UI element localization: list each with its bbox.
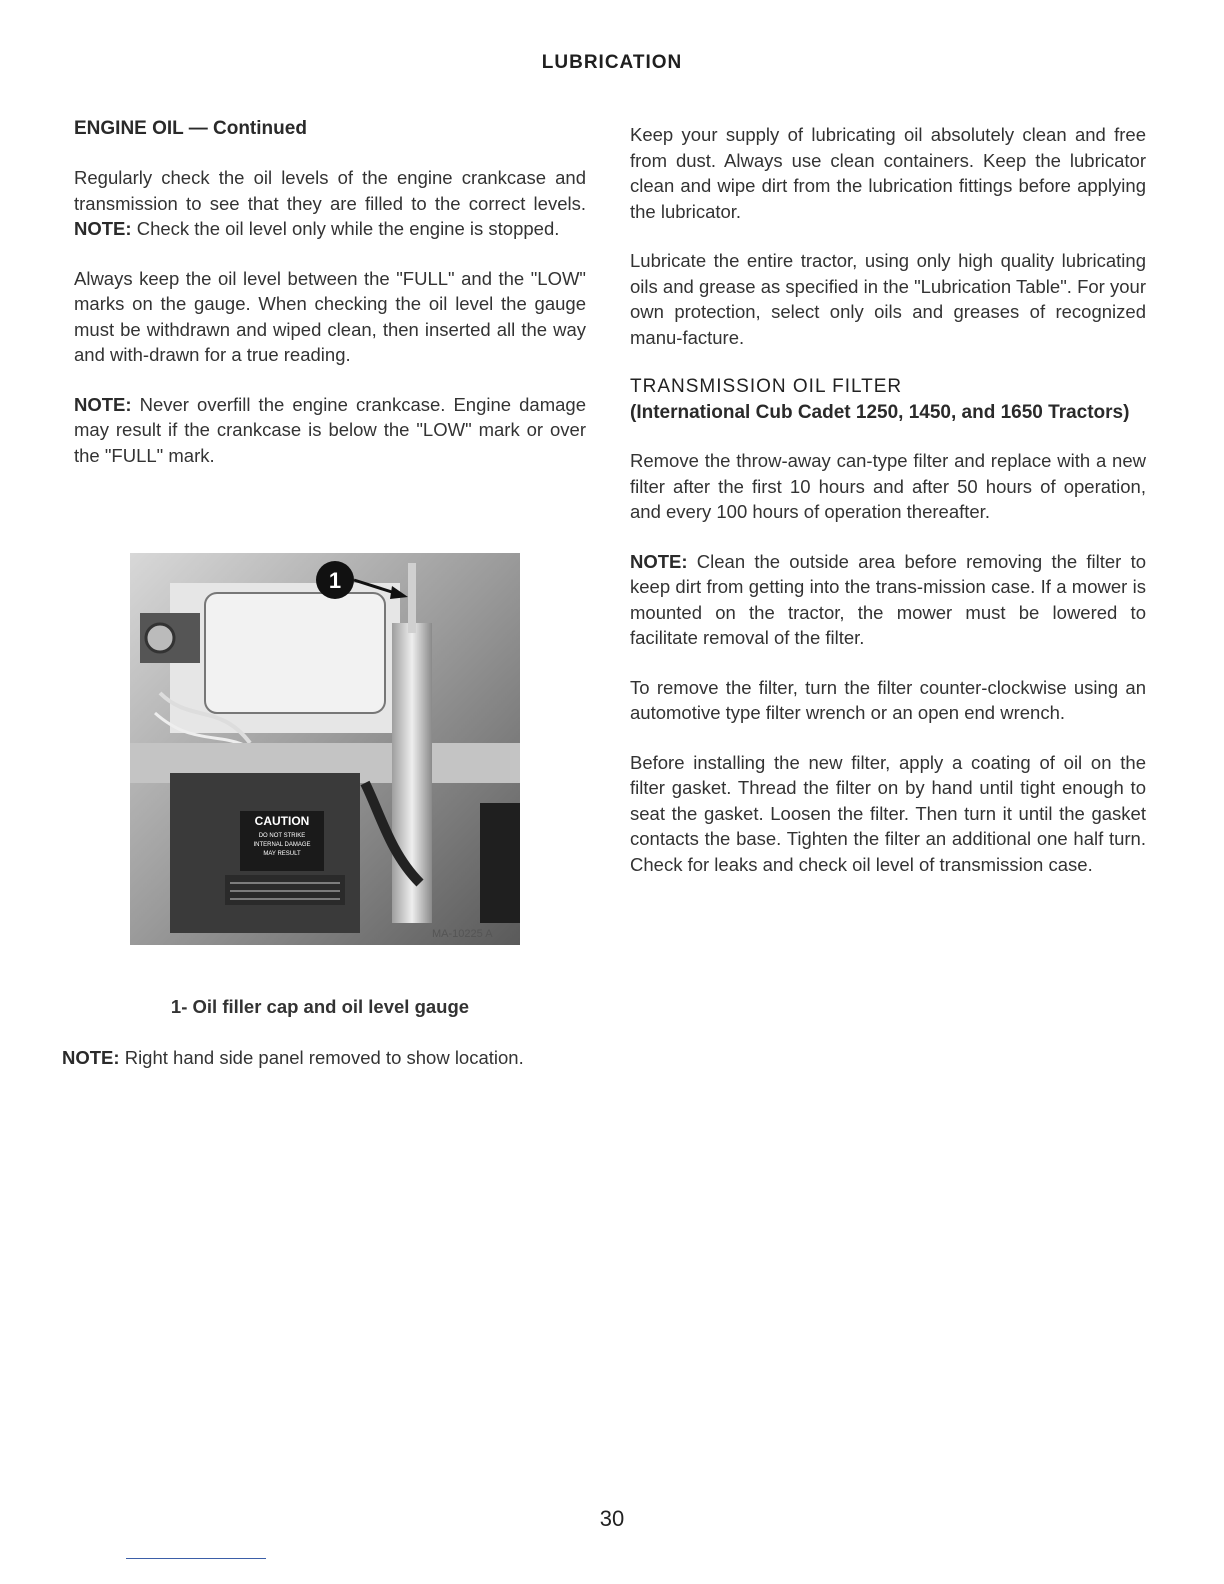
paragraph-text: Clean the outside area before removing the filter to keep dirt from getting into the trans-mission case. If a mower is mounted on the tractor, the mower must be lowered to facilitate removal of the filter. bbox=[630, 550, 1146, 648]
paragraph-clean-note bbox=[630, 549, 1146, 651]
paragraph-overfill-note bbox=[74, 392, 586, 469]
paragraph-replace-filter: Remove the throw-away can-type filter and replace with a new filter after the first 10 hours and after 50 hours of operation, and every 100 hours of operation thereafter. bbox=[630, 450, 1146, 522]
figure-note bbox=[62, 1045, 578, 1070]
paragraph-install-filter: Before installing the new filter, apply a coating of oil on the filter gasket. Thread the filter on by hand until tight enough to seat the gasket. Loosen the filter. Then turn it until the gasket contacts the base. Tighten the filter an additional one half turn. Check for leaks and check oil level of transmission case. bbox=[630, 751, 1146, 875]
page-header: LUBRICATION bbox=[541, 52, 683, 73]
engine-photo-illustration bbox=[130, 553, 520, 945]
paragraph-text: Never overfill the engine crankcase. Engine damage may result if the crankcase is below the "LOW" mark or over the "FULL" mark. bbox=[74, 393, 586, 466]
note-label: NOTE: bbox=[630, 550, 688, 572]
svg-text:1: 1 bbox=[328, 568, 342, 593]
section-heading-transmission-filter bbox=[630, 374, 1146, 426]
engine-photo bbox=[130, 553, 520, 945]
page-number: 30 bbox=[599, 1506, 625, 1531]
svg-text:DO NOT STRIKE: DO NOT STRIKE bbox=[258, 833, 306, 839]
note-label: NOTE: bbox=[74, 393, 132, 415]
right-column bbox=[630, 122, 1146, 901]
paragraph-check-levels bbox=[74, 165, 586, 242]
paragraph-remove-filter: To remove the filter, turn the filter counter-clockwise using an automotive type filter wrench or an open end wrench. bbox=[630, 676, 1146, 723]
left-column bbox=[74, 116, 586, 492]
section-heading-engine-oil: ENGINE OIL — Continued bbox=[74, 118, 307, 139]
heading-text: TRANSMISSION OIL FILTER bbox=[630, 376, 903, 397]
paragraph-clean-supply: Keep your supply of lubricating oil absolutely clean and free from dust. Always use clean containers. Keep the lubricator clean and wipe dirt from the lubrication fittings before applying the lubricator. bbox=[630, 124, 1146, 222]
note-label: NOTE: bbox=[62, 1047, 120, 1068]
svg-text:INTERNAL DAMAGE: INTERNAL DAMAGE bbox=[253, 842, 311, 848]
paragraph-text: Check the oil level only while the engine is stopped. bbox=[131, 218, 560, 239]
figure-caption: 1- Oil filler cap and oil level gauge bbox=[170, 996, 470, 1017]
figure-reference: MA-10225 A bbox=[432, 928, 493, 940]
paragraph-text: Right hand side panel removed to show location. bbox=[119, 1047, 524, 1068]
paragraph-lubricate-tractor: Lubricate the entire tractor, using only high quality lubricating oils and grease as specified in the "Lubrication Table". For your own protection, select only oils and greases of recognized manu-facture. bbox=[630, 250, 1146, 348]
paragraph-text: Regularly check the oil levels of the engine crankcase and transmission to see that they are filled to the correct levels. bbox=[74, 167, 586, 214]
footer-rule bbox=[126, 1558, 266, 1559]
svg-text:CAUTION: CAUTION bbox=[254, 814, 310, 828]
paragraph-oil-level: Always keep the oil level between the "FULL" and the "LOW" marks on the gauge. When checking the oil level the gauge must be withdrawn and wiped clean, then inserted all the way and with-drawn for a true reading. bbox=[74, 267, 586, 365]
svg-text:MAY RESULT: MAY RESULT bbox=[263, 851, 301, 857]
subheading-text: (International Cub Cadet 1250, 1450, and 1650 Tractors) bbox=[630, 402, 1130, 423]
note-label: NOTE: bbox=[74, 218, 132, 239]
